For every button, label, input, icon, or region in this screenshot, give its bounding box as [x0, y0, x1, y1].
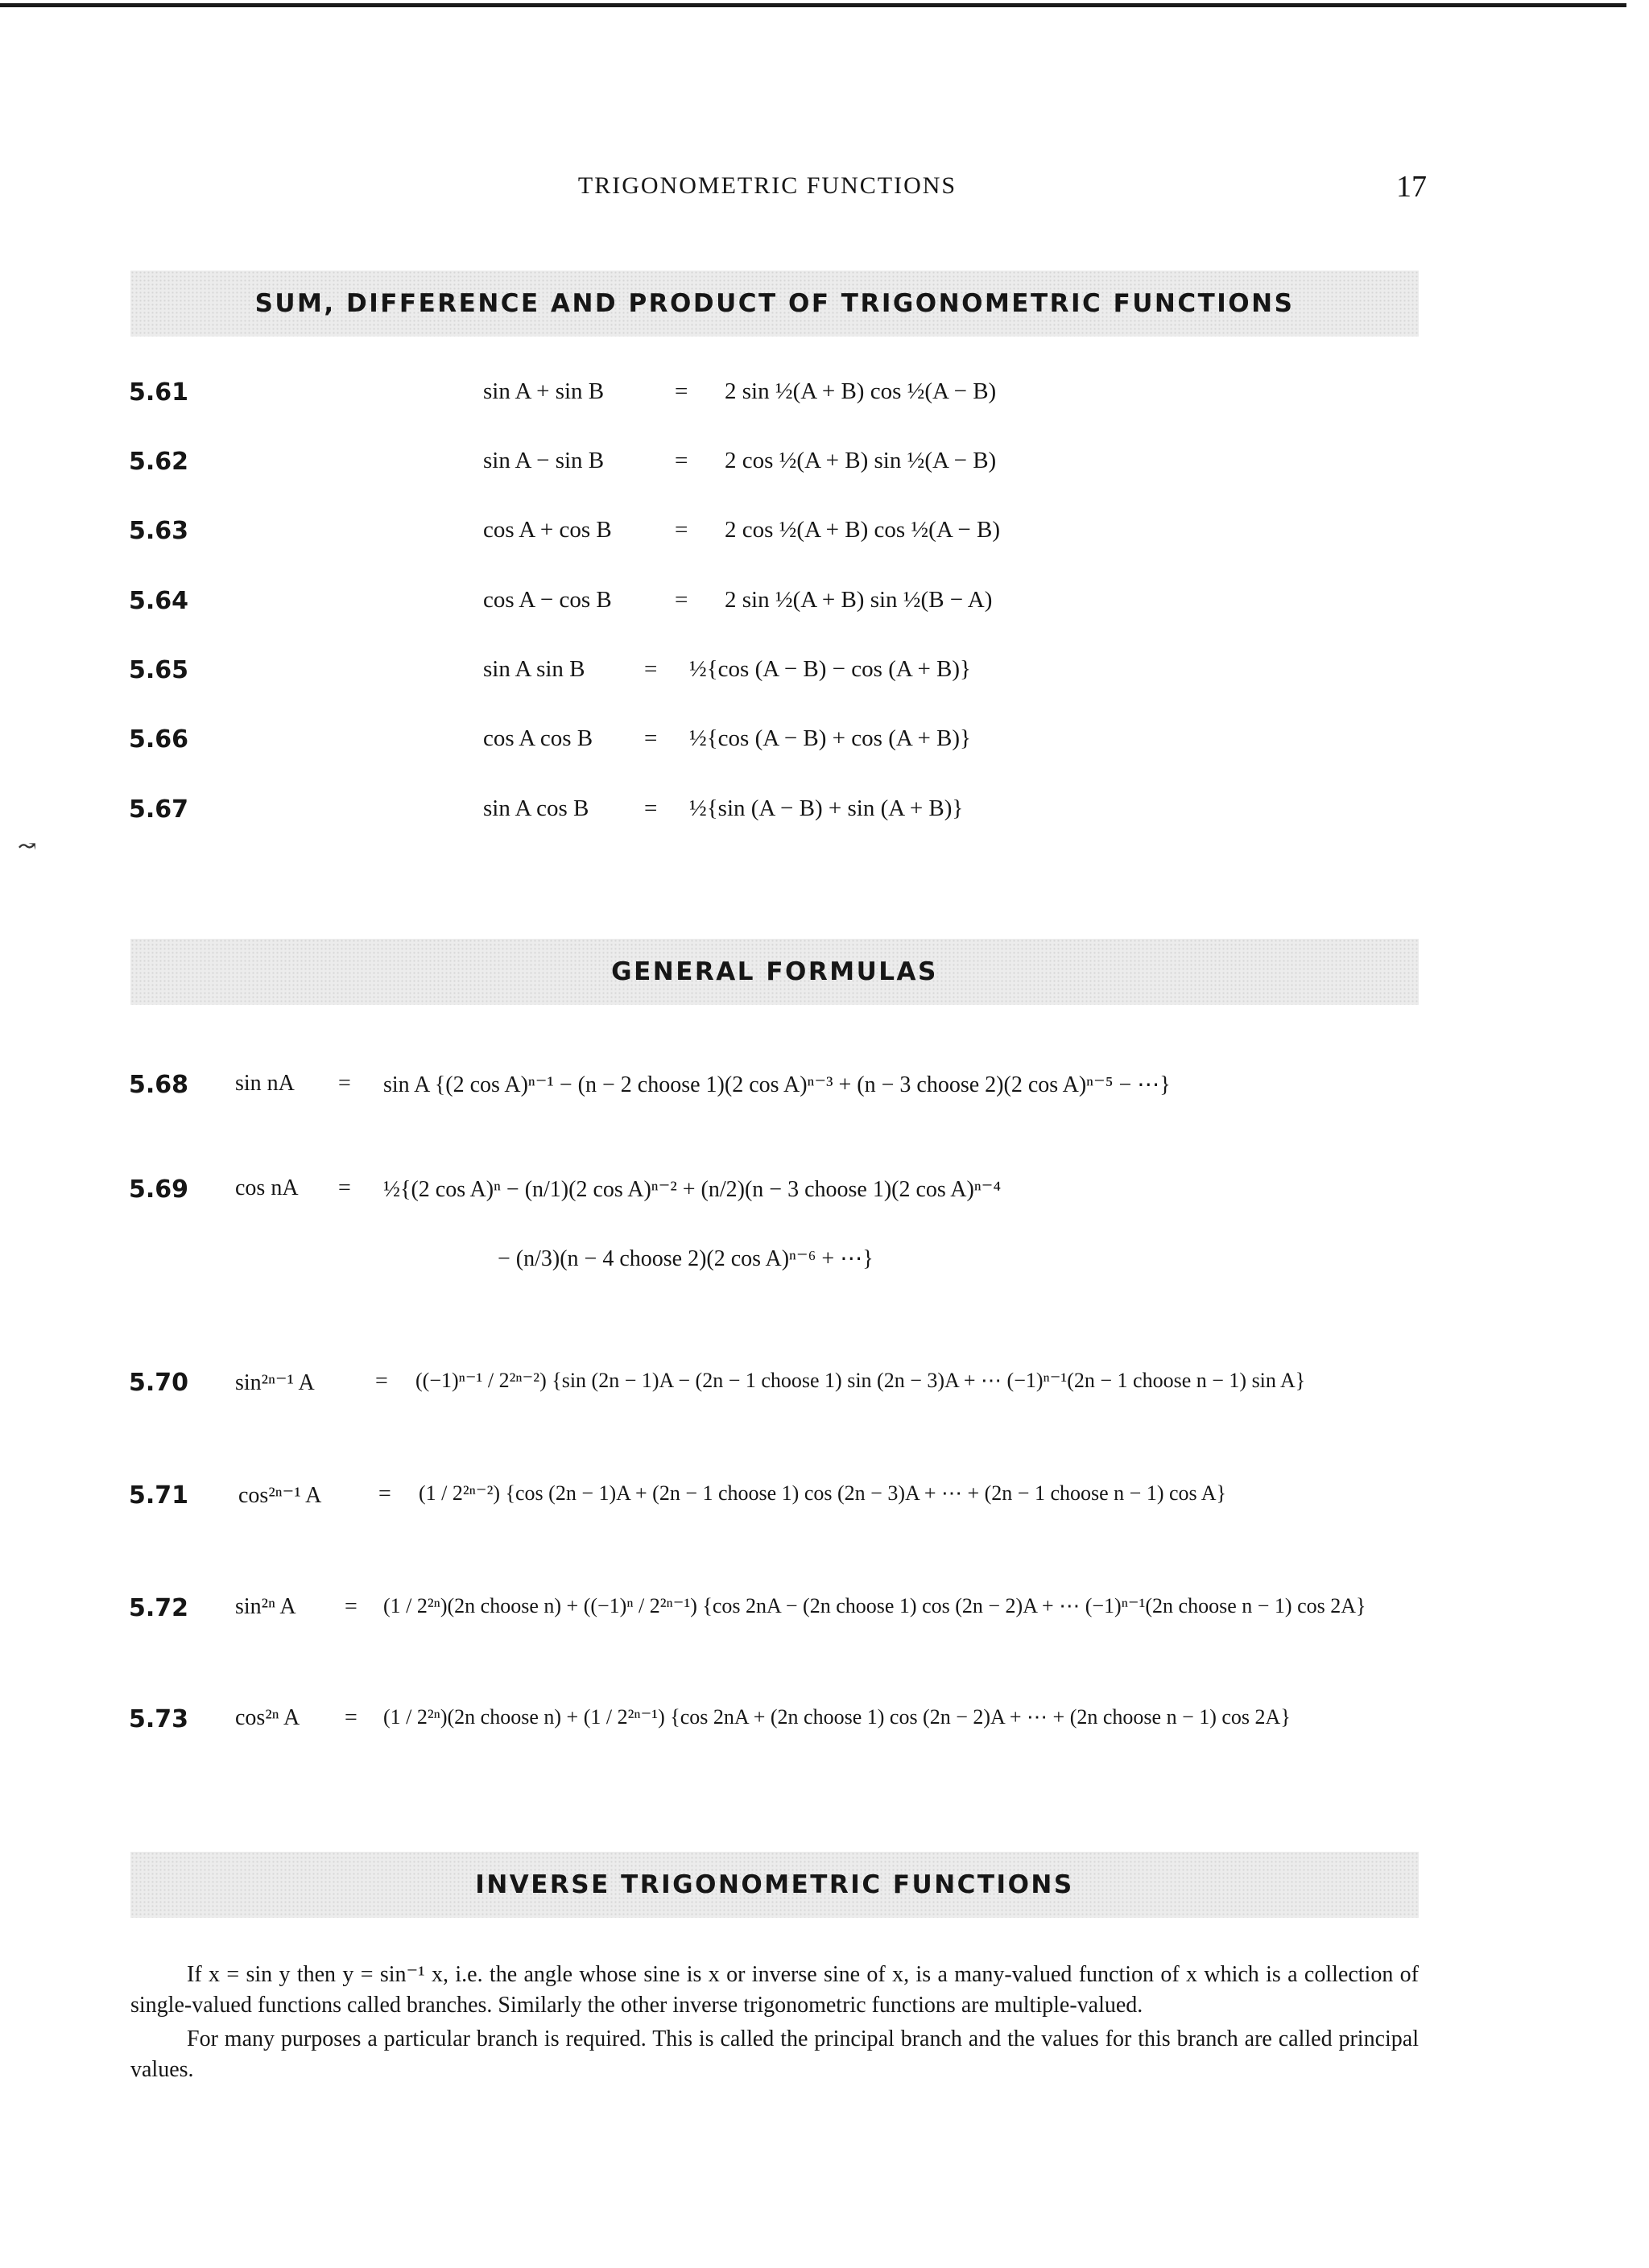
section-header-general-formulas	[130, 939, 1419, 1005]
formula-number: 5.71	[129, 1481, 189, 1510]
formula-number: 5.73	[129, 1705, 189, 1733]
formula-number: 5.72	[129, 1594, 189, 1622]
formula-rhs: ((−1)ⁿ⁻¹ / 2²ⁿ⁻²) {sin (2n − 1)A − (2n − 1 choose 1) sin (2n − 3)A + ⋯ (−1)ⁿ⁻¹(2n − 1 choose n − 1) sin A}	[415, 1369, 1306, 1392]
formula-number: 5.69	[129, 1175, 189, 1204]
formula-rhs-line-2: − (n/3)(n − 4 choose 2)(2 cos A)ⁿ⁻⁶ + ⋯}	[498, 1246, 874, 1271]
equals-sign: =	[644, 725, 658, 751]
formula-lhs: sin²ⁿ⁻¹ A	[235, 1370, 315, 1395]
formula-number: 5.63	[129, 517, 189, 545]
formula-lhs: cos nA	[235, 1175, 299, 1200]
equals-sign: =	[675, 517, 688, 543]
formula-row	[0, 656, 1649, 704]
formula-rhs-line-1: ½{(2 cos A)ⁿ − (n/1)(2 cos A)ⁿ⁻² + (n/2)(n − 3 choose 1)(2 cos A)ⁿ⁻⁴	[383, 1177, 1002, 1202]
stray-mark: ↝	[18, 834, 37, 859]
equals-sign: =	[644, 656, 658, 682]
equals-sign: =	[644, 795, 658, 821]
equals-sign: =	[345, 1705, 357, 1730]
equals-sign: =	[675, 448, 688, 473]
formula-rhs: 2 cos ½(A + B) cos ½(A − B)	[725, 517, 1001, 543]
formula-number: 5.67	[129, 795, 189, 824]
section-title: INVERSE TRIGONOMETRIC FUNCTIONS	[475, 1870, 1074, 1899]
formula-number: 5.64	[129, 587, 189, 615]
page-number: 17	[1396, 170, 1427, 204]
formula-rhs: ½{sin (A − B) + sin (A + B)}	[689, 795, 964, 821]
formula-lhs: sin A − sin B	[483, 448, 605, 473]
section-title: SUM, DIFFERENCE AND PRODUCT OF TRIGONOMETRIC FUNCTIONS	[254, 289, 1295, 318]
equals-sign: =	[338, 1071, 351, 1096]
formula-lhs: cos A cos B	[483, 725, 593, 751]
equals-sign: =	[375, 1369, 388, 1394]
formula-rhs: (1 / 2²ⁿ)(2n choose n) + (1 / 2²ⁿ⁻¹) {cos 2nA + (2n choose 1) cos (2n − 2)A + ⋯ + (2n choose n − 1) cos 2A}	[383, 1705, 1291, 1729]
formula-row	[0, 795, 1649, 844]
equals-sign: =	[675, 587, 688, 613]
formula-lhs: cos²ⁿ⁻¹ A	[238, 1483, 322, 1508]
formula-number: 5.62	[129, 448, 189, 476]
formula-number: 5.66	[129, 725, 189, 754]
formula-row	[0, 517, 1649, 565]
formula-row	[0, 587, 1649, 635]
formula-rhs: ½{cos (A − B) + cos (A + B)}	[689, 725, 971, 751]
section-title: GENERAL FORMULAS	[611, 957, 938, 986]
equals-sign: =	[675, 378, 688, 404]
formula-lhs: cos²ⁿ A	[235, 1705, 300, 1730]
top-rule	[0, 3, 1626, 7]
formula-number: 5.65	[129, 656, 189, 684]
formula-rhs: ½{cos (A − B) − cos (A + B)}	[689, 656, 971, 682]
formula-lhs: sin A sin B	[483, 656, 585, 682]
formula-rhs: 2 sin ½(A + B) cos ½(A − B)	[725, 378, 997, 404]
formula-lhs: sin²ⁿ A	[235, 1594, 296, 1619]
formula-rhs: 2 cos ½(A + B) sin ½(A − B)	[725, 448, 997, 473]
paragraph: If x = sin y then y = sin⁻¹ x, i.e. the angle whose sine is x or inverse sine of x, is a many-valued function of x which is a collection of single-valued functions called branches. Similarly the other inverse trigonometric functions are multiple-valued.	[130, 1962, 1419, 2018]
formula-number: 5.68	[129, 1071, 189, 1099]
formula-row	[0, 725, 1649, 774]
formula-row	[0, 448, 1649, 496]
equals-sign: =	[338, 1175, 351, 1200]
formula-lhs: sin A + sin B	[483, 378, 605, 404]
formula-lhs: cos A + cos B	[483, 517, 612, 543]
formula-rhs: 2 sin ½(A + B) sin ½(B − A)	[725, 587, 993, 613]
section-header-inverse-trig	[130, 1852, 1419, 1918]
section-header-sum-difference-product	[130, 271, 1419, 337]
formula-rhs: (1 / 2²ⁿ⁻²) {cos (2n − 1)A + (2n − 1 choose 1) cos (2n − 3)A + ⋯ + (2n − 1 choose n − 1) cos A}	[419, 1481, 1226, 1505]
formula-lhs: sin nA	[235, 1071, 295, 1096]
formula-lhs: sin A cos B	[483, 795, 589, 821]
running-title: TRIGONOMETRIC FUNCTIONS	[577, 172, 957, 199]
formula-rhs: (1 / 2²ⁿ)(2n choose n) + ((−1)ⁿ / 2²ⁿ⁻¹) {cos 2nA − (2n choose 1) cos (2n − 2)A + ⋯ (−1)ⁿ⁻¹(2n choose n − 1) cos 2A}	[383, 1594, 1366, 1617]
paragraph: For many purposes a particular branch is required. This is called the principal branch and the values for this branch are called principal values.	[130, 2026, 1419, 2082]
formula-rhs: sin A {(2 cos A)ⁿ⁻¹ − (n − 2 choose 1)(2 cos A)ⁿ⁻³ + (n − 3 choose 2)(2 cos A)ⁿ⁻⁵ − ⋯}	[383, 1072, 1171, 1097]
formula-row	[0, 378, 1649, 427]
formula-number: 5.70	[129, 1369, 189, 1397]
formula-number: 5.61	[129, 378, 189, 407]
formula-lhs: cos A − cos B	[483, 587, 612, 613]
body-text	[130, 1960, 1419, 2085]
equals-sign: =	[345, 1594, 357, 1619]
equals-sign: =	[378, 1481, 391, 1506]
